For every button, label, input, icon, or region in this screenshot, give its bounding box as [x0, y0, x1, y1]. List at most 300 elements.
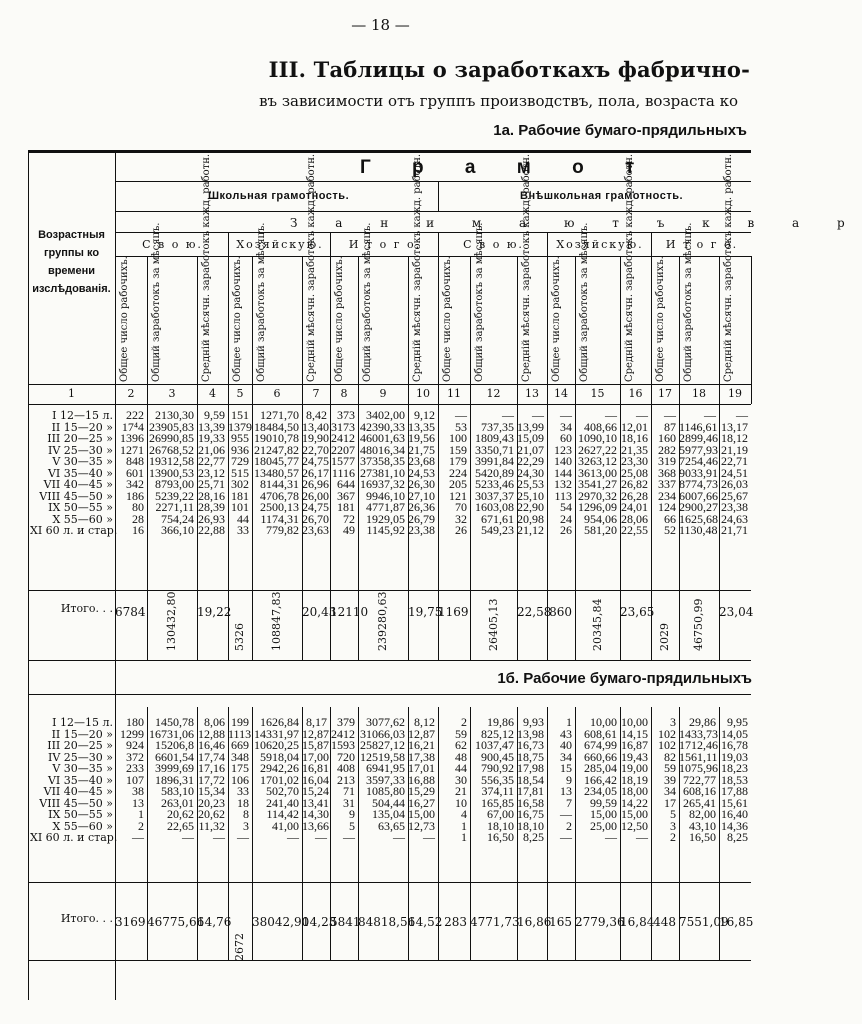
cell-c14: 60: [560, 431, 572, 445]
cell-c16: 26,28: [621, 488, 648, 503]
cell-c15: 99,59: [590, 795, 617, 810]
cell-c13: 18,75: [517, 749, 544, 764]
cell-c12: 900,45: [481, 749, 514, 764]
total-c4: 14,76: [197, 915, 232, 929]
cell-c4: 12,88: [198, 726, 225, 741]
cell-c19: 24,63: [721, 511, 748, 526]
cell-c6: 779,82: [266, 523, 299, 537]
cell-c16: 24,01: [621, 500, 648, 514]
cell-c10: 15,29: [408, 784, 435, 798]
cell-c3: 16731,06: [149, 726, 194, 741]
age-label: VII 40—45 »: [43, 785, 113, 798]
col-number-11: 11: [447, 387, 461, 400]
col-number-3: 3: [168, 387, 176, 400]
cell-c9: 1145,92: [366, 523, 405, 537]
cell-c5: 1379: [228, 419, 252, 434]
cell-c6: 18045,77: [254, 454, 299, 468]
cell-c3: 2271,11: [155, 500, 194, 514]
cell-c8: 9: [349, 807, 355, 821]
rule-h: [28, 660, 751, 661]
cell-c6: 14331,97: [254, 726, 299, 741]
cell-c10: 17,38: [408, 749, 435, 764]
cell-c8: 379: [337, 715, 355, 729]
cell-c8: 2412: [331, 726, 355, 741]
rule-v: [620, 256, 621, 404]
cell-c9: 12519,58: [360, 749, 405, 764]
cell-c7: 26,70: [302, 511, 329, 526]
cell-c5: 1113: [228, 726, 252, 741]
cell-c5: 515: [231, 465, 249, 480]
total-c10: 19,75: [408, 605, 443, 619]
total-c18: 46750,99: [692, 598, 705, 651]
rule-v: [719, 400, 720, 660]
cell-c17: 17: [664, 795, 676, 810]
cell-c13: 22,90: [517, 500, 544, 514]
cell-c7: 16,81: [302, 761, 329, 775]
cell-c11: 121: [449, 488, 467, 503]
cell-c2: 1: [138, 807, 144, 821]
cell-c3: 2130,30: [155, 408, 194, 422]
cell-c12: 790,92: [481, 761, 514, 775]
cell-c6: 5918,04: [260, 749, 299, 764]
cell-c12: 3350,71: [475, 442, 514, 457]
cell-c9: 4771,87: [366, 500, 405, 514]
total-c3: 46775,66: [147, 915, 205, 929]
cell-c19: 22,71: [721, 454, 748, 468]
cell-c19: —: [736, 408, 748, 422]
cell-c18: 1625,68: [679, 511, 718, 526]
cell-c6: 41,00: [272, 818, 299, 833]
cell-c19: 16,40: [721, 807, 748, 821]
cell-c9: 3597,33: [366, 772, 405, 787]
cell-c18: 1075,96: [679, 761, 718, 775]
cell-c11: 53: [455, 419, 467, 434]
cell-c3: —: [182, 830, 194, 844]
cell-c7: 24,75: [302, 454, 329, 468]
cell-c15: 166,42: [584, 772, 617, 787]
cell-c14: 144: [554, 465, 572, 480]
cell-c8: 644: [337, 477, 355, 491]
cell-c8: 71: [343, 784, 355, 798]
rule-v: [651, 400, 652, 660]
rule-v: [679, 256, 680, 404]
cell-c7: 14,30: [302, 807, 329, 821]
cell-c15: 954,06: [584, 511, 617, 526]
cell-c15: 285,04: [584, 761, 617, 775]
cell-c13: 20,98: [517, 511, 544, 526]
cell-c14: 54: [560, 500, 572, 514]
age-label: IV 25—30 »: [47, 443, 113, 457]
cell-c19: 26,03: [721, 477, 748, 491]
cell-c10: 16,88: [408, 772, 435, 787]
cell-c10: 21,75: [408, 442, 435, 457]
cell-c11: 10: [455, 795, 467, 810]
cell-c13: 21,12: [517, 523, 544, 537]
cell-c6: 18484,50: [254, 419, 299, 434]
cell-c2: 80: [132, 500, 144, 514]
cell-c13: 17,81: [517, 784, 544, 798]
cell-c2: 601: [126, 465, 144, 480]
cell-c18: 1712,46: [679, 738, 718, 752]
cell-c4: 15,34: [198, 784, 225, 798]
cell-c11: 70: [455, 500, 467, 514]
cell-c11: 4: [461, 807, 467, 821]
cell-c13: 16,73: [517, 738, 544, 752]
age-label: VIII 45—50 »: [39, 489, 113, 503]
col-number-1: 1: [68, 387, 75, 400]
cell-c18: 722,77: [683, 772, 716, 787]
header-school: Школьная грамотность.: [208, 190, 350, 202]
cell-c3: 22,65: [167, 818, 194, 833]
cell-c2: 38: [132, 784, 144, 798]
cell-c13: 17,98: [517, 761, 544, 775]
cell-c13: 15,09: [517, 431, 544, 445]
cell-c11: 59: [455, 726, 467, 741]
total-c3: 130432,80: [165, 591, 178, 651]
cell-c16: —: [636, 830, 648, 844]
cell-c4: 17,16: [198, 761, 225, 775]
cell-c7: 22,70: [302, 442, 329, 457]
cell-c12: 18,10: [487, 818, 514, 833]
cell-c8: 2412: [331, 431, 355, 445]
cell-c6: 2942,26: [260, 761, 299, 775]
cell-c6: 21247,82: [254, 442, 299, 457]
cell-c14: 34: [560, 749, 572, 764]
total-c16: 16,84: [620, 915, 655, 929]
cell-c7: 13,40: [302, 419, 329, 434]
cell-c15: 2970,32: [578, 488, 617, 503]
age-label: XI 60 л. и стар.: [30, 831, 118, 844]
age-label: I 12—15 л.: [52, 716, 113, 729]
cell-c16: 19,00: [621, 761, 648, 775]
cell-c9: 46001,63: [360, 431, 405, 445]
cell-c14: 140: [554, 454, 572, 468]
header-col-7: Средній мѣсячн. заработокъ кажд. работн.: [306, 153, 317, 382]
rule-v: [358, 256, 359, 404]
cell-c7: 12,87: [302, 726, 329, 741]
cell-c2: 342: [126, 477, 144, 491]
header-col-11: Общее число рабочихъ.: [442, 256, 453, 382]
cell-c9: 37358,35: [360, 454, 405, 468]
cell-c7: 15,24: [302, 784, 329, 798]
header-col-6: Общий заработокъ за мѣсяцъ.: [256, 222, 267, 382]
header-group-svoyu: С в о ю.: [463, 238, 524, 251]
cell-c15: 3263,12: [578, 454, 617, 468]
cell-c7: 8,42: [306, 408, 327, 422]
cell-c15: 2627,22: [578, 442, 617, 457]
total-c18: 7551,09: [679, 915, 729, 929]
cell-c18: 2900,27: [679, 500, 718, 514]
col-number-14: 14: [554, 387, 568, 400]
rule-v: [517, 256, 518, 404]
cell-c9: 31066,03: [360, 726, 405, 741]
cell-c16: 14,15: [621, 726, 648, 741]
cell-c14: —: [560, 807, 572, 821]
cell-c4: 8,06: [204, 715, 225, 729]
cell-c2: 233: [126, 761, 144, 775]
cell-c12: 549,23: [481, 523, 514, 537]
cell-c9: 63,65: [378, 818, 405, 833]
age-label: V 30—35 »: [52, 455, 113, 468]
cell-c19: 18,12: [721, 431, 748, 445]
cell-c2: 1299: [120, 726, 144, 741]
cell-c17: 3: [670, 818, 676, 833]
cell-c3: 26768,52: [149, 442, 194, 457]
rule-v: [575, 400, 576, 660]
cell-c4: 19,33: [198, 431, 225, 445]
cell-c17: 102: [658, 738, 676, 752]
cell-c12: 737,35: [481, 419, 514, 434]
cell-c13: 16,58: [517, 795, 544, 810]
rule-h: [28, 152, 751, 153]
cell-c2: 186: [126, 488, 144, 503]
rule-v: [620, 400, 621, 660]
cell-c5: 44: [237, 511, 249, 526]
cell-c8: 1577: [331, 454, 355, 468]
cell-c12: 19,86: [487, 715, 514, 729]
cell-c4: 26,93: [198, 511, 225, 526]
rule-v: [651, 256, 652, 404]
cell-c16: —: [636, 408, 648, 422]
cell-c14: 15: [560, 761, 572, 775]
cell-c14: 24: [560, 511, 572, 526]
cell-c11: 1: [461, 830, 467, 844]
col-number-12: 12: [486, 387, 501, 400]
col-number-19: 19: [728, 387, 742, 400]
cell-c5: 181: [231, 488, 249, 503]
header-group-khoz: Хозяйскую.: [556, 238, 644, 251]
header-zanim: З а н и м а ю т ъ к в а р: [290, 216, 862, 230]
age-label: VIII 45—50 »: [39, 796, 113, 810]
cell-c13: 9,93: [523, 715, 544, 729]
cell-c3: 366,10: [161, 523, 194, 537]
cell-c11: 179: [449, 454, 467, 468]
rule-h: [28, 882, 751, 883]
cell-c17: 102: [658, 726, 676, 741]
cell-c16: 22,55: [621, 523, 648, 537]
cell-c19: 21,19: [721, 442, 748, 457]
cell-c7: 16,04: [302, 772, 329, 787]
cell-c16: 25,08: [621, 465, 648, 480]
cell-c3: 19312,58: [149, 454, 194, 468]
header-col-16: Средній мѣсячн. заработокъ кажд. работн.: [624, 153, 635, 382]
cell-c3: 3999,69: [155, 761, 194, 775]
total-c19: 16,85: [719, 915, 754, 929]
cell-c2: 180: [126, 715, 144, 729]
cell-c9: 25827,12: [360, 738, 405, 752]
cell-c11: 21: [455, 784, 467, 798]
cell-c2: 924: [126, 738, 144, 752]
cell-c15: 1090,10: [578, 431, 617, 445]
cell-c10: 13,35: [408, 419, 435, 434]
age-label: VI 35—40 »: [47, 466, 113, 480]
cell-c11: 26: [455, 523, 467, 537]
header-col-9: Общий заработокъ за мѣсяцъ.: [362, 222, 373, 382]
cell-c15: 10,00: [590, 715, 617, 729]
cell-c13: —: [532, 408, 544, 422]
cell-c13: 21,07: [517, 442, 544, 457]
header-group-svoyu: С в о ю.: [142, 238, 203, 251]
cell-c7: 15,87: [302, 738, 329, 752]
cell-c11: 1: [461, 818, 467, 833]
header-col-4: Средній мѣсячн. заработокъ кажд. работн.: [201, 153, 212, 382]
cell-c11: 205: [449, 477, 467, 491]
total-c9: 239280,63: [376, 591, 389, 651]
cell-c17: 52: [664, 523, 676, 537]
cell-c16: 23,30: [621, 454, 648, 468]
cell-c2: 28: [132, 511, 144, 526]
cell-c8: 2207: [331, 442, 355, 457]
cell-c10: 17,01: [408, 761, 435, 775]
cell-c8: 373: [337, 408, 355, 422]
cell-c5: 955: [231, 431, 249, 445]
cell-c16: 15,00: [621, 807, 648, 821]
cell-c19: 18,53: [721, 772, 748, 787]
cell-c6: 1701,02: [260, 772, 299, 787]
cell-c16: 26,82: [621, 477, 648, 491]
cell-c14: 34: [560, 419, 572, 434]
rule-v: [751, 256, 752, 404]
cell-c11: 62: [455, 738, 467, 752]
cell-c14: 113: [554, 488, 572, 503]
cell-c4: 28,39: [198, 500, 225, 514]
cell-c10: 8,12: [414, 715, 435, 729]
rule-v: [252, 256, 253, 404]
cell-c9: 135,04: [372, 807, 405, 821]
cell-c19: 8,25: [727, 830, 748, 844]
cell-c13: 16,75: [517, 807, 544, 821]
cell-c4: 23,12: [198, 465, 225, 480]
cell-c6: —: [287, 830, 299, 844]
total-c17: 2029: [658, 623, 671, 651]
cell-c5: 151: [231, 408, 249, 422]
cell-c14: 26: [560, 523, 572, 537]
cell-c7: 26,96: [302, 477, 329, 491]
cell-c8: 213: [337, 772, 355, 787]
cell-c12: 165,85: [481, 795, 514, 810]
cell-c15: 408,66: [584, 419, 617, 434]
rule-v: [330, 400, 331, 660]
col-number-13: 13: [525, 387, 539, 400]
rule-h: [28, 590, 751, 591]
cell-c8: 720: [337, 749, 355, 764]
cell-c2: 17⁴4: [121, 419, 144, 434]
cell-c8: 367: [337, 488, 355, 503]
total-c12: 26405,13: [486, 598, 500, 651]
col-number-6: 6: [273, 387, 281, 400]
cell-c5: —: [237, 830, 249, 844]
cell-c16: 16,87: [621, 738, 648, 752]
cell-c17: 3: [670, 715, 676, 729]
cell-c14: 7: [566, 795, 572, 810]
page-number: — 18 —: [351, 16, 410, 34]
cell-c10: 26,36: [408, 500, 435, 514]
cell-c12: 1603,08: [475, 500, 514, 514]
age-label: XI 60 л. и стар.: [30, 524, 118, 537]
cell-c11: 100: [449, 431, 467, 445]
cell-c13: 22,29: [517, 454, 544, 468]
col-number-16: 16: [628, 387, 643, 400]
cell-c2: 372: [126, 749, 144, 764]
total-c11: 283: [444, 915, 467, 929]
cell-c15: 581,20: [584, 523, 617, 537]
cell-c17: 87: [664, 419, 676, 434]
cell-c7: 19,90: [302, 431, 329, 445]
header-group-itogo: И т о г о.: [348, 238, 422, 251]
cell-c10: 26,79: [408, 511, 435, 526]
cell-c11: 159: [449, 442, 467, 457]
cell-c17: 66: [664, 511, 676, 526]
cell-c11: 30: [455, 772, 467, 787]
cell-c5: 33: [237, 523, 249, 537]
cell-c12: 1809,43: [475, 431, 514, 445]
cell-c19: 23,38: [721, 500, 748, 514]
total-c19: 23,04: [719, 605, 754, 619]
cell-c4: 9,59: [204, 408, 225, 422]
cell-c11: 48: [455, 749, 467, 764]
cell-c19: 16,78: [721, 738, 748, 752]
age-label: VII 40—45 »: [43, 478, 113, 491]
cell-c17: 34: [664, 784, 676, 798]
cell-c8: 3173: [331, 419, 355, 434]
col-number-7: 7: [312, 387, 320, 400]
age-label: IX 50—55 »: [48, 808, 113, 821]
cell-c17: 282: [658, 442, 676, 457]
cell-c14: 9: [566, 772, 572, 787]
cell-c7: 23,63: [302, 523, 329, 537]
cell-c3: 1450,78: [155, 715, 194, 729]
header-col-10: Средній мѣсячн. заработокъ кажд. работн.: [412, 153, 423, 382]
cell-c13: 18,54: [517, 772, 544, 787]
cell-c18: 608,16: [683, 784, 716, 798]
cell-c11: —: [455, 408, 467, 422]
cell-c7: 13,66: [302, 818, 329, 833]
header-group-itogo: И т о г о.: [665, 238, 739, 251]
cell-c18: 5977,93: [679, 442, 718, 457]
age-label: II 15—20 »: [51, 420, 113, 434]
cell-c19: 17,88: [721, 784, 748, 798]
rule-v: [438, 256, 439, 404]
section-heading-1a: 1а. Рабочие бумаго-прядильныхъ: [493, 122, 747, 139]
cell-c11: 2: [461, 715, 467, 729]
age-label: II 15—20 »: [51, 727, 113, 741]
total-c15: 2779,36: [575, 915, 625, 929]
cell-c8: 31: [343, 795, 355, 810]
cell-c16: 14,22: [621, 795, 648, 810]
cell-c17: 59: [664, 761, 676, 775]
cell-c2: 1271: [120, 442, 144, 457]
cell-c15: 3541,27: [578, 477, 617, 491]
cell-c12: 556,35: [481, 772, 514, 787]
cell-c9: 1929,05: [366, 511, 405, 526]
cell-c8: 1593: [331, 738, 355, 752]
page-title: III. Таблицы о заработкахъ фабрично-: [268, 57, 750, 82]
cell-c17: 82: [664, 749, 676, 764]
rule-v: [547, 400, 548, 660]
cell-c8: 1116: [331, 465, 355, 480]
cell-c11: 224: [449, 465, 467, 480]
total-c6: 38042,90: [252, 915, 310, 929]
cell-c4: 28,16: [198, 488, 225, 503]
total-c13: 16,86: [517, 915, 552, 929]
cell-c3: 263,01: [161, 795, 194, 810]
total-c15: 20345,84: [590, 598, 604, 651]
cell-c14: 2: [566, 818, 572, 833]
cell-c4: 20,23: [198, 795, 225, 810]
cell-c13: 25,53: [517, 477, 544, 491]
cell-c6: 10620,25: [254, 738, 299, 752]
cell-c9: 3402,00: [366, 408, 405, 422]
